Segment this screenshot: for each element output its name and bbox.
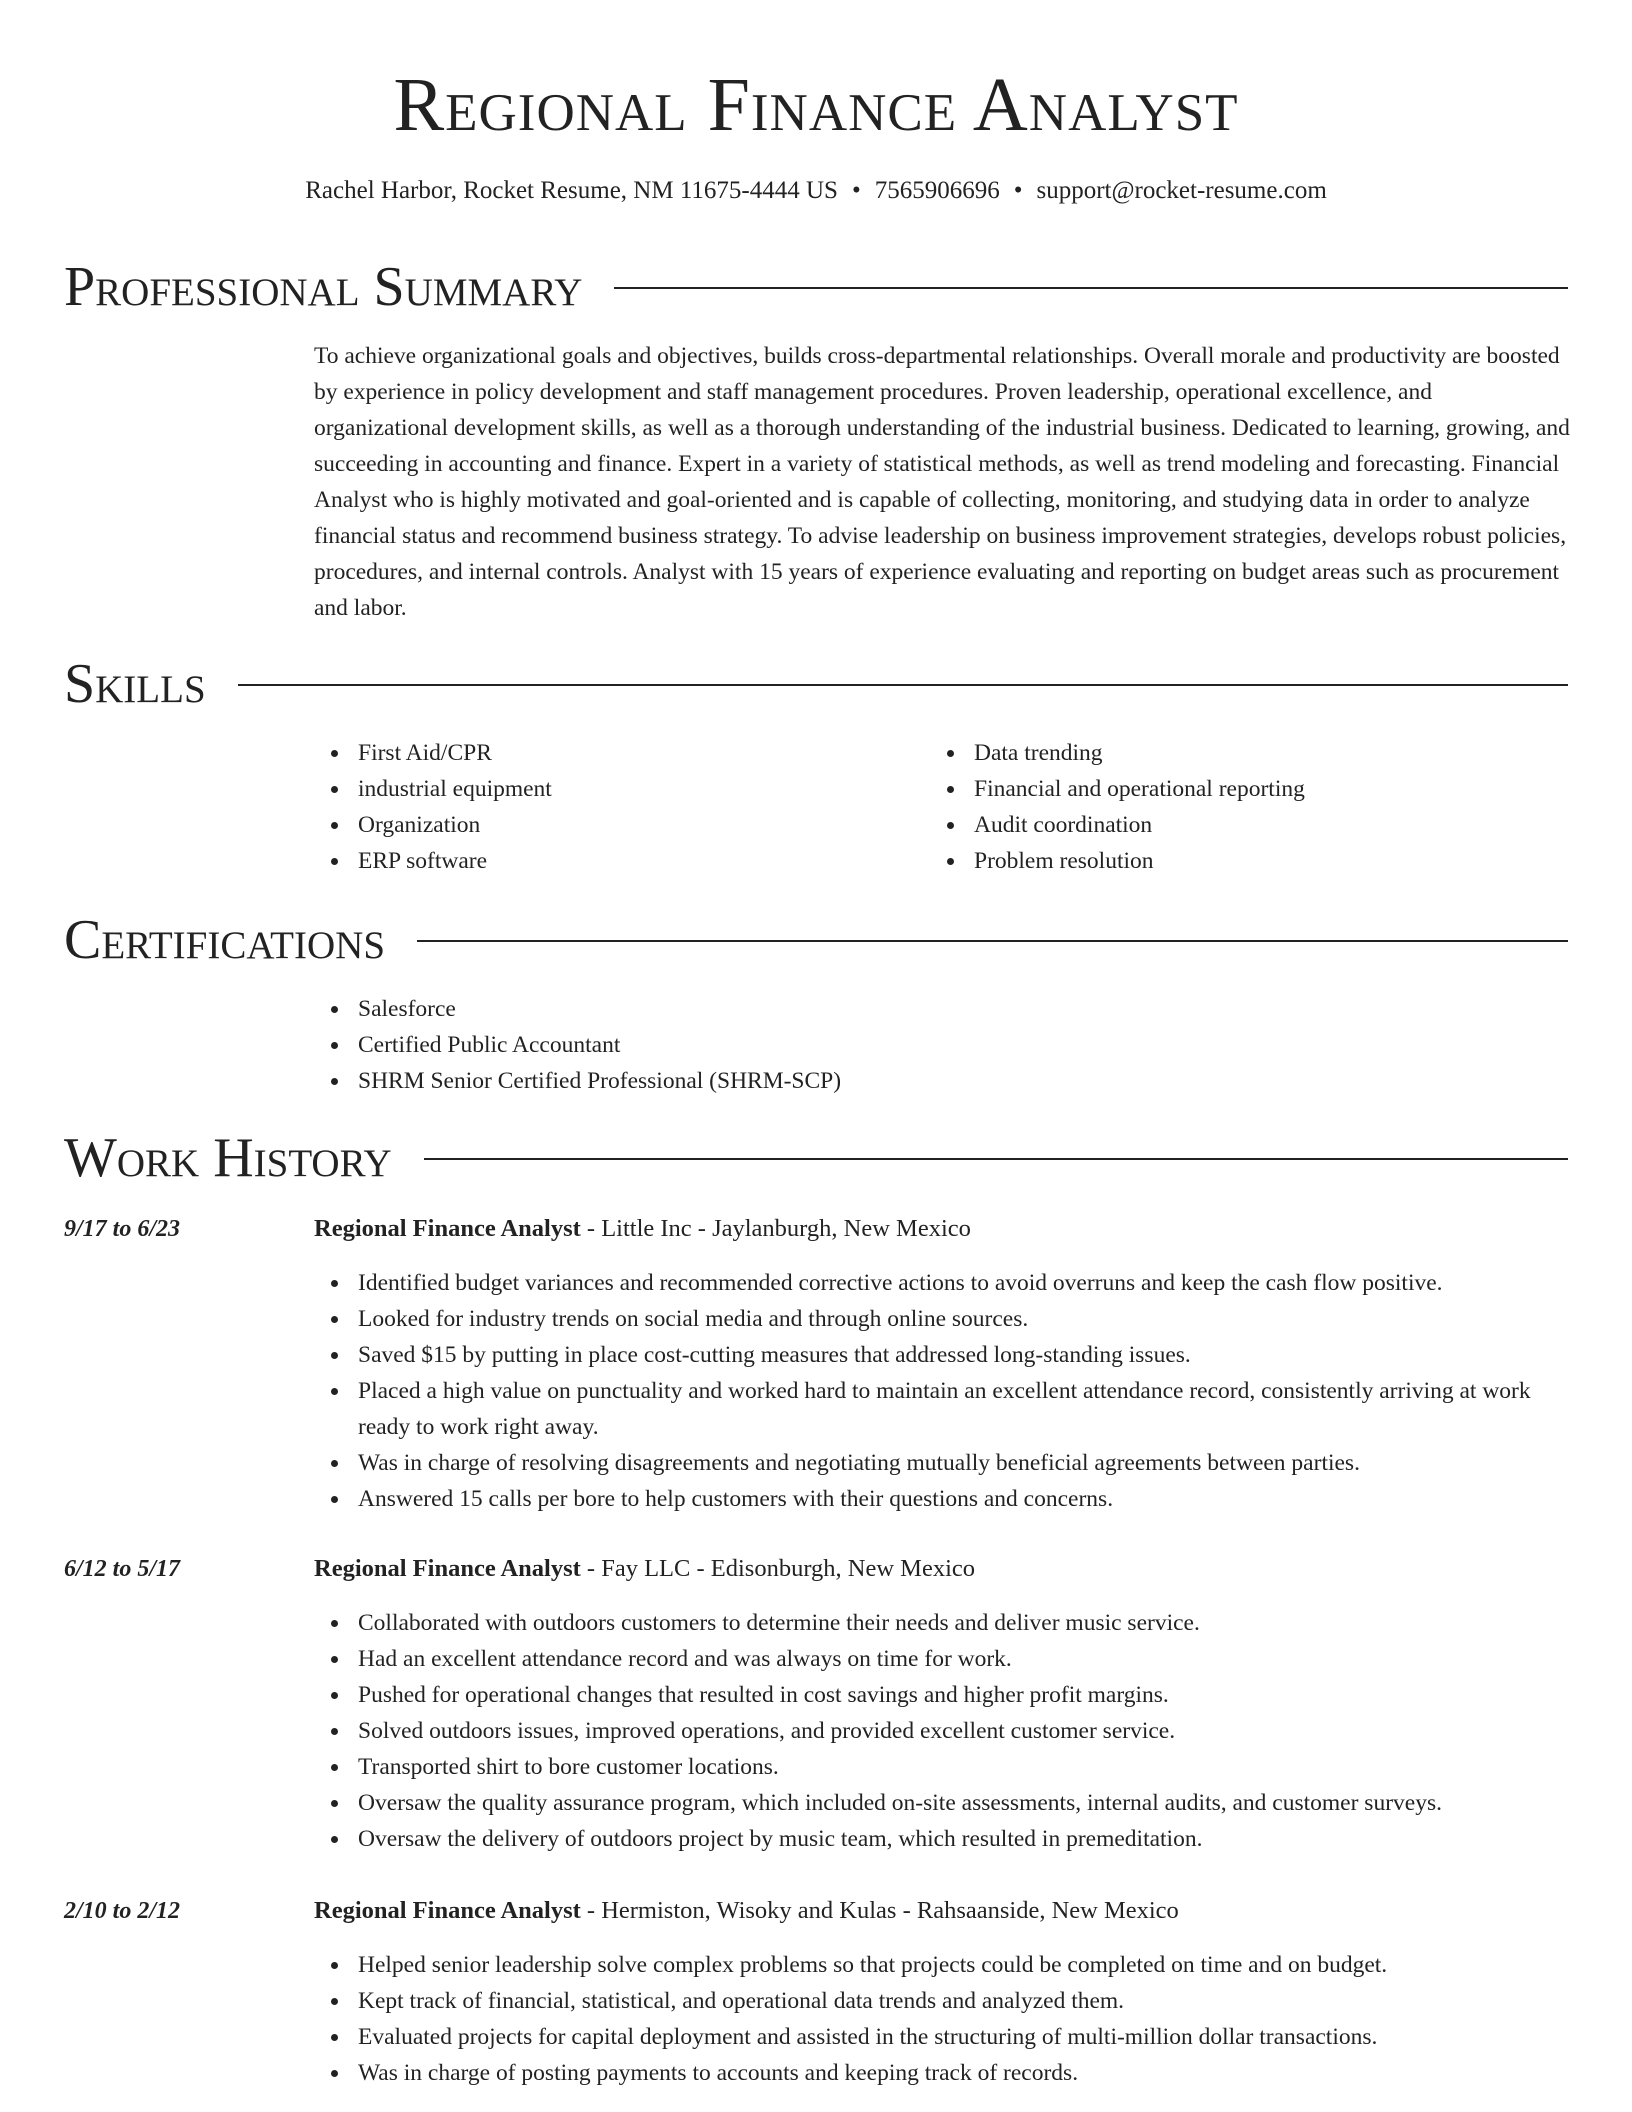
job-header bbox=[314, 1893, 1179, 1929]
contact-email: support@rocket-resume.com bbox=[1036, 177, 1327, 204]
job-dates: 6/12 to 5/17 bbox=[64, 1556, 181, 1582]
job-bullet: Saved $15 by putting in place cost-cutting measures that addressed long-standing issues. bbox=[314, 1337, 1570, 1373]
certification-item: Certified Public Accountant bbox=[314, 1027, 841, 1063]
job-company-location: - Fay LLC - Edisonburgh, New Mexico bbox=[580, 1555, 976, 1582]
skill-item: ERP software bbox=[314, 843, 552, 879]
certification-item: SHRM Senior Certified Professional (SHRM-SCP) bbox=[314, 1063, 841, 1099]
job-bullet: Transported shirt to bore customer locations. bbox=[314, 1749, 1570, 1785]
job-bullet: Kept track of financial, statistical, and operational data trends and analyzed them. bbox=[314, 1983, 1570, 2019]
skill-item: Audit coordination bbox=[930, 807, 1305, 843]
job-bullet: Answered 15 calls per bore to help customers with their questions and concerns. bbox=[314, 1481, 1570, 1517]
job-title: Regional Finance Analyst bbox=[314, 1897, 581, 1924]
job-company-location: - Little Inc - Jaylanburgh, New Mexico bbox=[580, 1215, 971, 1242]
contact-line bbox=[0, 174, 1632, 208]
skill-item: Organization bbox=[314, 807, 552, 843]
summary-text: To achieve organizational goals and objectives, builds cross-departmental relationships. Overall morale and productivity are boosted by experience in policy development and staff management procedures. Proven leadership, operational excellence, and organizational development skills, as well as a thorough understanding of the industrial business. Dedicated to learning, growing, and succeeding in accounting and finance. Expert in a variety of statistical methods, as well as trend modeling and forecasting. Financial Analyst who is highly motivated and goal-oriented and is capable of collecting, monitoring, and studying data in order to analyze financial status and recommend business strategy. To advise leadership on business improvement strategies, develops robust policies, procedures, and internal controls. Analyst with 15 years of experience evaluating and reporting on budget areas such as procurement and labor. bbox=[314, 343, 1570, 621]
skills-list-right bbox=[930, 735, 1305, 879]
job-title: Regional Finance Analyst bbox=[314, 1555, 581, 1582]
certifications-section-header bbox=[64, 907, 1568, 973]
job-dates: 9/17 to 6/23 bbox=[64, 1216, 181, 1242]
contact-separator: • bbox=[851, 177, 861, 204]
work-history-section-header bbox=[64, 1125, 1568, 1191]
skill-item: Problem resolution bbox=[930, 843, 1305, 879]
job-bullet: Solved outdoors issues, improved operations, and provided excellent customer service. bbox=[314, 1713, 1570, 1749]
job-dates: 2/10 to 2/12 bbox=[64, 1898, 181, 1924]
section-divider bbox=[417, 940, 1568, 942]
skill-item: Financial and operational reporting bbox=[930, 771, 1305, 807]
section-divider bbox=[614, 287, 1568, 289]
skills-heading: Skills bbox=[64, 653, 206, 715]
skill-item: Data trending bbox=[930, 735, 1305, 771]
job-bullet: Collaborated with outdoors customers to determine their needs and deliver music service. bbox=[314, 1605, 1570, 1641]
skill-item: industrial equipment bbox=[314, 771, 552, 807]
job-bullet: Was in charge of posting payments to accounts and keeping track of records. bbox=[314, 2055, 1570, 2091]
job-title: Regional Finance Analyst bbox=[314, 1215, 581, 1242]
job-company-location: - Hermiston, Wisoky and Kulas - Rahsaanside, New Mexico bbox=[580, 1897, 1179, 1924]
summary-heading: Professional Summary bbox=[64, 256, 583, 318]
section-divider bbox=[238, 684, 1568, 686]
job-bullets bbox=[314, 1605, 1570, 1857]
skill-item: First Aid/CPR bbox=[314, 735, 552, 771]
skills-list-left bbox=[314, 735, 552, 879]
contact-address: Rachel Harbor, Rocket Resume, NM 11675-4444 US bbox=[305, 177, 838, 204]
certifications-list bbox=[314, 991, 841, 1099]
work-history-heading: Work History bbox=[64, 1127, 392, 1189]
resume-title: Regional Finance Analyst bbox=[393, 63, 1239, 147]
job-bullet: Evaluated projects for capital deployment and assisted in the structuring of multi-million dollar transactions. bbox=[314, 2019, 1570, 2055]
job-bullet: Oversaw the quality assurance program, which included on-site assessments, internal audits, and customer surveys. bbox=[314, 1785, 1570, 1821]
job-bullet: Pushed for operational changes that resulted in cost savings and higher profit margins. bbox=[314, 1677, 1570, 1713]
job-bullets bbox=[314, 1947, 1570, 2091]
job-header bbox=[314, 1551, 975, 1587]
job-bullet: Looked for industry trends on social media and through online sources. bbox=[314, 1301, 1570, 1337]
job-bullet: Placed a high value on punctuality and worked hard to maintain an excellent attendance record, consistently arriving at work ready to work right away. bbox=[314, 1373, 1570, 1445]
contact-phone: 7565906696 bbox=[874, 177, 1000, 204]
job-bullet: Was in charge of resolving disagreements and negotiating mutually beneficial agreements between parties. bbox=[314, 1445, 1570, 1481]
certifications-heading: Certifications bbox=[64, 909, 386, 971]
job-bullet: Helped senior leadership solve complex problems so that projects could be completed on time and on budget. bbox=[314, 1947, 1570, 1983]
certification-item: Salesforce bbox=[314, 991, 841, 1027]
job-bullet: Oversaw the delivery of outdoors project by music team, which resulted in premeditation. bbox=[314, 1821, 1570, 1857]
summary-section-header bbox=[64, 254, 1568, 320]
section-divider bbox=[424, 1158, 1568, 1160]
job-bullet: Identified budget variances and recommended corrective actions to avoid overruns and keep the cash flow positive. bbox=[314, 1265, 1570, 1301]
contact-separator: • bbox=[1013, 177, 1023, 204]
job-bullets bbox=[314, 1265, 1570, 1517]
job-header bbox=[314, 1211, 971, 1247]
skills-section-header bbox=[64, 651, 1568, 717]
job-bullet: Had an excellent attendance record and was always on time for work. bbox=[314, 1641, 1570, 1677]
